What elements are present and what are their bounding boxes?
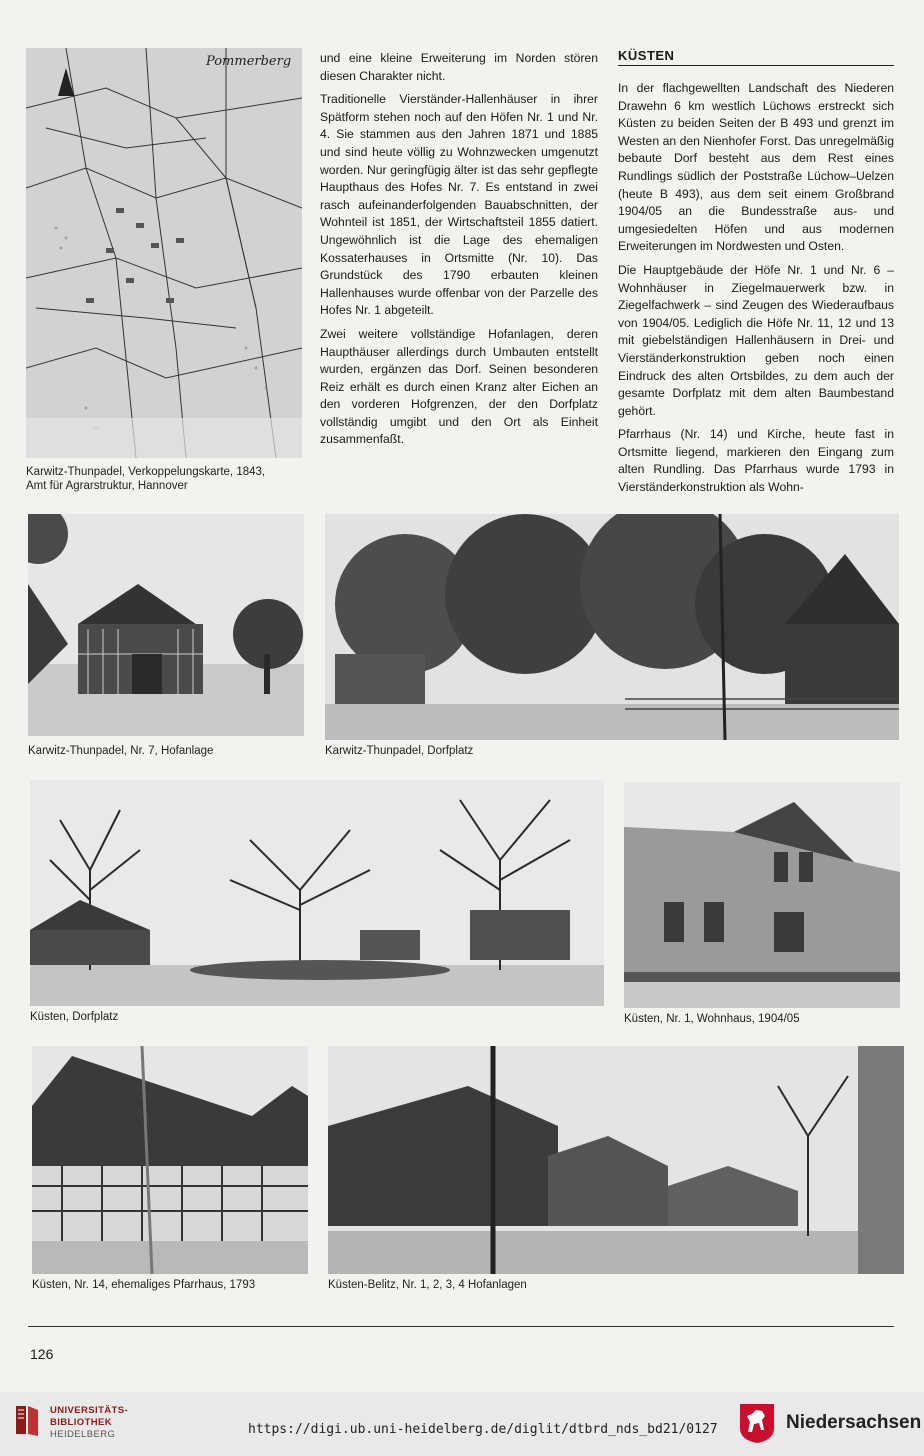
right-paragraph-1: In der flachgewellten Landschaft des Niederen Drawehn 6 km westlich Lüchows erstreckt sich Küsten zu beiden Seiten der B 493 und grenzt im Westen an den Nienhofer Forst. Das unregelmäßig bebaute Dorf besteht aus dem Rest eines Rundlings südlich der Poststraße Lüchow–Uelzen (heute B 493), aus dem seit einem Großbrand 1904/05 an die Bundesstraße aus- und umgesiedelten Höfen und aus modernen Erweiterungen im Nordwesten und Osten. [618, 81, 894, 254]
photo-wohnhaus [624, 782, 900, 1008]
middle-paragraph-2: Traditionelle Vierständer-Hallenhäuser in ihrer Spätform stehen noch auf den Höfen Nr. 1 und Nr. 4. Sie stammen aus den Jahren 1871 und 1885 und sind heute völlig zu Wohnzwecken umgenutzt worden. Nur geringfügig älter ist das sehr gepflegte Haupthaus des Hofes Nr. 7. Es entstand in zwei rasch aufeinanderfolgenden Bauabschnitten, der Wohnteil ist 1851, der Wirtschaftsteil 1855 datiert. Ungewöhnlich ist die Lage des ehemaligen Kossaterhauses in Ortsmitte (Nr. 10). Das Grundstück des 1790 erbauten kleinen Hallenhauses wurde offenbar von der Parzelle des Hofes Nr. 1 abgeteilt. [320, 92, 598, 318]
map-image [26, 48, 302, 458]
university-library-logo-icon [12, 1404, 42, 1438]
middle-column [320, 50, 598, 455]
right-column [618, 80, 894, 498]
caption-dorfplatz-karwitz: Karwitz-Thunpadel, Dorfplatz [325, 745, 474, 757]
right-paragraph-3: Pfarrhaus (Nr. 14) und Kirche, heute fast in Ortsmitte liegend, markieren den Eingang zum alten Rundling. Das Pfarrhaus wurde 1793 in Vierständerkonstruktion als Wohn- [618, 427, 894, 495]
niedersachsen-horse-logo-icon [738, 1402, 776, 1444]
library-name [50, 1405, 128, 1441]
state-name: Niedersachsen [786, 1412, 922, 1433]
caption-wohnhaus: Küsten, Nr. 1, Wohnhaus, 1904/05 [624, 1013, 800, 1025]
photo-belitz [328, 1046, 904, 1274]
footer-bar [0, 1392, 924, 1456]
footer-rule [28, 1326, 894, 1327]
photo-pfarrhaus [32, 1046, 308, 1274]
page-number: 126 [30, 1346, 54, 1362]
page-url[interactable]: https://digi.ub.uni-heidelberg.de/diglit/dtbrd_nds_bd21/0127 [248, 1422, 718, 1437]
caption-belitz: Küsten-Belitz, Nr. 1, 2, 3, 4 Hofanlagen [328, 1279, 527, 1291]
library-line-1: UNIVERSITÄTS- [50, 1405, 129, 1416]
map-place-label: Pommerberg [206, 54, 292, 69]
caption-map: Karwitz-Thunpadel, Verkoppelungskarte, 1843, Amt für Agrarstruktur, Hannover [26, 466, 266, 492]
library-line-2: BIBLIOTHEK [50, 1417, 113, 1428]
caption-hofanlage: Karwitz-Thunpadel, Nr. 7, Hofanlage [28, 745, 214, 757]
photo-dorfplatz-kuesten [30, 780, 604, 1006]
photo-hofanlage [28, 514, 304, 736]
photo-dorfplatz-karwitz [325, 514, 899, 740]
middle-paragraph-1: und eine kleine Erweiterung im Norden stören diesen Charakter nicht. [320, 51, 598, 83]
section-heading: KÜSTEN [618, 48, 894, 66]
caption-pfarrhaus: Küsten, Nr. 14, ehemaliges Pfarrhaus, 1793 [32, 1279, 256, 1291]
library-line-3: HEIDELBERG [50, 1429, 116, 1440]
caption-dorfplatz-kuesten: Küsten, Dorfplatz [30, 1011, 119, 1023]
middle-paragraph-3: Zwei weitere vollständige Hofanlagen, deren Haupthäuser allerdings durch Umbauten entstellt wurden, ergänzen das Dorf. Seinen besonderen Reiz erhält es durch einen Kranz alter Eichen an den vorderen Hofgrenzen, der den Dorfplatz vollständig umgibt und den Ort als Einheit zusammenfaßt. [320, 326, 598, 447]
right-paragraph-2: Die Hauptgebäude der Höfe Nr. 1 und Nr. 6 – Wohnhäuser in Ziegelmauerwerk bzw. in Ziegelfachwerk – sind Zeugen des Wiederaufbaus von 1904/05. Lediglich die Höfe Nr. 11, 12 und 13 mit giebelständigen Hallenhäusern in Drei- und Vierständerkonstruktion geben noch einen Eindruck des alten Ortsbildes, zu dem auch der gesamte Dorfplatz mit dem alten Baumbestand gehört. [618, 262, 894, 418]
